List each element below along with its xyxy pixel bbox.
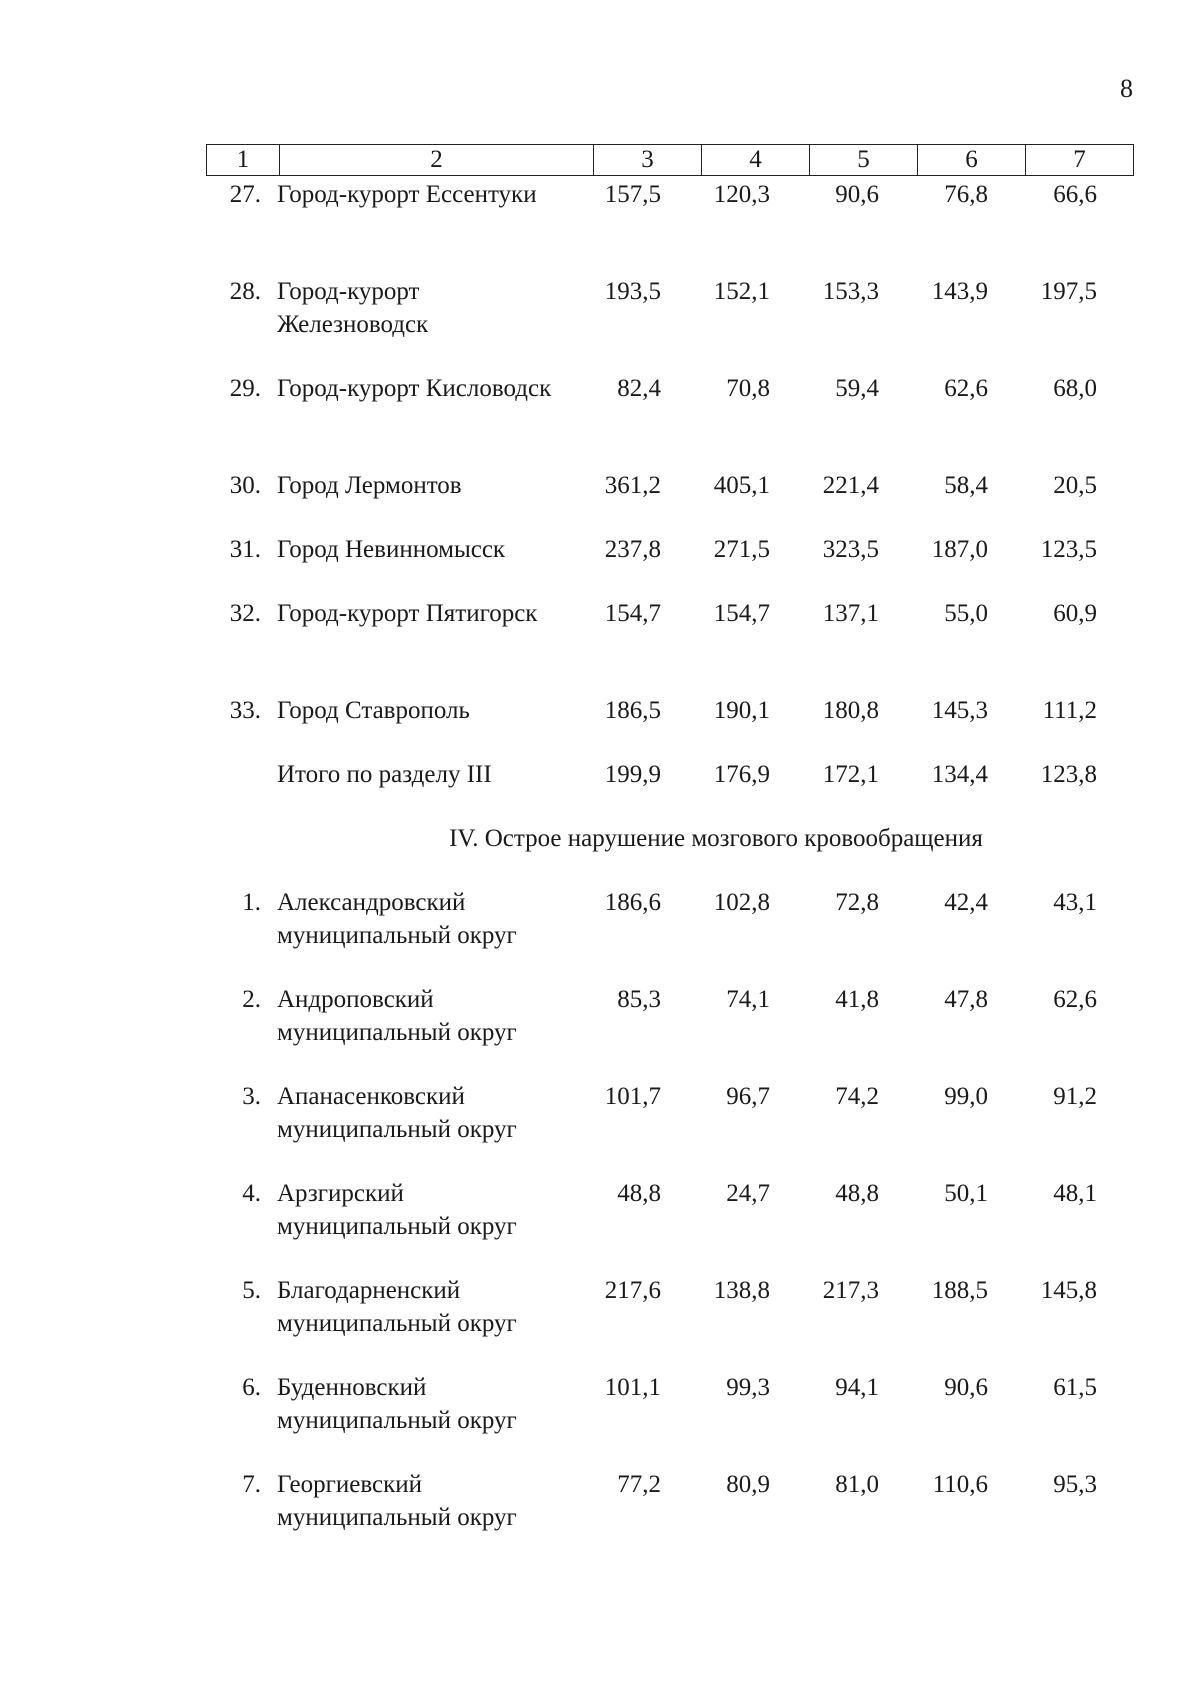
cell-col-5: 94,1 — [835, 1374, 879, 1401]
cell-col-7: 62,6 — [1053, 986, 1097, 1013]
cell-col-4: 99,3 — [726, 1374, 770, 1401]
table-row — [206, 1080, 1133, 1177]
cell-col-5: 48,8 — [835, 1180, 879, 1207]
cell-col-4: 24,7 — [726, 1180, 770, 1207]
row-number: 2. — [242, 986, 261, 1013]
header-col-4: 4 — [702, 145, 810, 176]
total-label: Итого по разделу III — [277, 761, 492, 788]
cell-col-6: 145,3 — [931, 697, 988, 724]
cell-col-7: 145,8 — [1040, 1277, 1097, 1304]
cell-col-7: 123,5 — [1040, 536, 1097, 563]
cell-col-3: 186,6 — [604, 889, 661, 916]
cell-col-3: 217,6 — [604, 1277, 661, 1304]
cell-col-7: 68,0 — [1053, 375, 1097, 402]
cell-col-3: 85,3 — [617, 986, 661, 1013]
row-name: Город Лермонтов — [277, 472, 462, 499]
cell-col-7: 20,5 — [1053, 472, 1097, 499]
cell-col-3: 193,5 — [604, 278, 661, 305]
cell-col-6: 47,8 — [944, 986, 988, 1013]
table-row — [206, 886, 1133, 983]
row-name: Буденновский муниципальный округ — [277, 1374, 517, 1434]
table-row — [206, 533, 1133, 597]
header-col-5: 5 — [810, 145, 918, 176]
cell-col-3: 101,1 — [604, 1374, 661, 1401]
row-name: Арзгирский муниципальный округ — [277, 1180, 517, 1240]
cell-col-4: 271,5 — [713, 536, 770, 563]
row-number: 28. — [229, 278, 261, 305]
cell-col-5: 72,8 — [835, 889, 879, 916]
row-number: 30. — [229, 472, 261, 499]
cell-col-4: 96,7 — [726, 1083, 770, 1110]
table-row — [206, 1371, 1133, 1468]
row-number: 32. — [229, 600, 261, 627]
cell-col-4: 152,1 — [713, 278, 770, 305]
row-name: Апанасенковский муниципальный округ — [277, 1083, 517, 1143]
header-col-7: 7 — [1026, 145, 1134, 176]
cell-col-3: 77,2 — [617, 1471, 661, 1498]
header-col-3: 3 — [594, 145, 702, 176]
row-number: 33. — [229, 697, 261, 724]
header-col-1: 1 — [207, 145, 280, 176]
table-row — [206, 372, 1133, 469]
row-number: 4. — [242, 1180, 261, 1207]
row-name: Город Ставрополь — [277, 697, 470, 724]
cell-col-5: 41,8 — [835, 986, 879, 1013]
cell-col-7: 95,3 — [1053, 1471, 1097, 1498]
cell-col-4: 190,1 — [713, 697, 770, 724]
cell-col-7: 66,6 — [1053, 181, 1097, 208]
cell-col-4: 70,8 — [726, 375, 770, 402]
row-name: Город Невинномысск — [277, 536, 506, 563]
cell-col-6: 62,6 — [944, 375, 988, 402]
row-name: Александровский муниципальный округ — [277, 889, 517, 949]
cell-col-5: 153,3 — [822, 278, 879, 305]
cell-col-3: 101,7 — [604, 1083, 661, 1110]
table-row — [206, 178, 1133, 275]
cell-col-7: 111,2 — [1042, 697, 1097, 724]
cell-col-6: 42,4 — [944, 889, 988, 916]
cell-col-5: 323,5 — [822, 536, 879, 563]
cell-col-7: 60,9 — [1053, 600, 1097, 627]
cell-col-6: 58,4 — [944, 472, 988, 499]
cell-col-3: 82,4 — [617, 375, 661, 402]
row-number: 1. — [242, 889, 261, 916]
cell-col-4: 154,7 — [713, 600, 770, 627]
table-row — [206, 1177, 1133, 1274]
total-row — [206, 758, 1133, 822]
cell-col-6: 143,9 — [931, 278, 988, 305]
cell-col-7: 43,1 — [1053, 889, 1097, 916]
cell-col-5: 221,4 — [822, 472, 879, 499]
row-name: Город-курорт Кисловодск — [277, 375, 552, 402]
header-col-2: 2 — [280, 145, 594, 176]
row-name: Георгиевский муниципальный округ — [277, 1471, 517, 1531]
table-row — [206, 469, 1133, 533]
cell-col-6: 50,1 — [944, 1180, 988, 1207]
table-row — [206, 694, 1133, 758]
cell-col-4: 405,1 — [713, 472, 770, 499]
cell-col-6: 99,0 — [944, 1083, 988, 1110]
row-number: 29. — [229, 375, 261, 402]
cell-col-3: 48,8 — [617, 1180, 661, 1207]
total-col-3: 199,9 — [604, 761, 661, 788]
cell-col-6: 110,6 — [932, 1471, 988, 1498]
cell-col-6: 188,5 — [931, 1277, 988, 1304]
cell-col-4: 74,1 — [726, 986, 770, 1013]
cell-col-4: 138,8 — [713, 1277, 770, 1304]
row-number: 3. — [242, 1083, 261, 1110]
row-name: Благодарненский муниципальный округ — [277, 1277, 517, 1337]
cell-col-3: 237,8 — [604, 536, 661, 563]
cell-col-5: 59,4 — [835, 375, 879, 402]
cell-col-7: 91,2 — [1053, 1083, 1097, 1110]
column-number-header — [206, 144, 1134, 176]
row-number: 27. — [229, 181, 261, 208]
cell-col-6: 55,0 — [944, 600, 988, 627]
cell-col-4: 102,8 — [713, 889, 770, 916]
section-heading-row — [206, 822, 1133, 886]
cell-col-5: 74,2 — [835, 1083, 879, 1110]
table-row — [206, 1468, 1133, 1565]
cell-col-7: 61,5 — [1053, 1374, 1097, 1401]
section-heading: IV. Острое нарушение мозгового кровообращения — [449, 825, 983, 852]
cell-col-3: 157,5 — [604, 181, 661, 208]
cell-col-3: 154,7 — [604, 600, 661, 627]
row-name: Город-курорт Пятигорск — [277, 600, 538, 627]
row-number: 7. — [242, 1471, 261, 1498]
page-number: 8 — [1120, 74, 1133, 103]
cell-col-5: 217,3 — [822, 1277, 879, 1304]
total-col-7: 123,8 — [1040, 761, 1097, 788]
cell-col-6: 187,0 — [931, 536, 988, 563]
row-name: Андроповский муниципальный округ — [277, 986, 517, 1046]
table-row — [206, 275, 1133, 372]
cell-col-4: 120,3 — [713, 181, 770, 208]
cell-col-5: 90,6 — [835, 181, 879, 208]
row-name: Город-курорт Железноводск — [277, 278, 429, 338]
table-row — [206, 597, 1133, 694]
row-number: 5. — [242, 1277, 261, 1304]
cell-col-5: 180,8 — [822, 697, 879, 724]
data-table-body — [206, 178, 1133, 1565]
total-col-6: 134,4 — [931, 761, 988, 788]
cell-col-6: 90,6 — [944, 1374, 988, 1401]
row-name: Город-курорт Ессентуки — [277, 181, 537, 208]
total-col-4: 176,9 — [713, 761, 770, 788]
table-row — [206, 983, 1133, 1080]
cell-col-4: 80,9 — [726, 1471, 770, 1498]
table-row — [206, 1274, 1133, 1371]
cell-col-3: 361,2 — [604, 472, 661, 499]
row-number: 31. — [229, 536, 261, 563]
cell-col-3: 186,5 — [604, 697, 661, 724]
total-col-5: 172,1 — [822, 761, 879, 788]
header-col-6: 6 — [918, 145, 1026, 176]
cell-col-7: 48,1 — [1053, 1180, 1097, 1207]
cell-col-5: 81,0 — [835, 1471, 879, 1498]
cell-col-5: 137,1 — [822, 600, 879, 627]
cell-col-6: 76,8 — [944, 181, 988, 208]
row-number: 6. — [242, 1374, 261, 1401]
cell-col-7: 197,5 — [1040, 278, 1097, 305]
